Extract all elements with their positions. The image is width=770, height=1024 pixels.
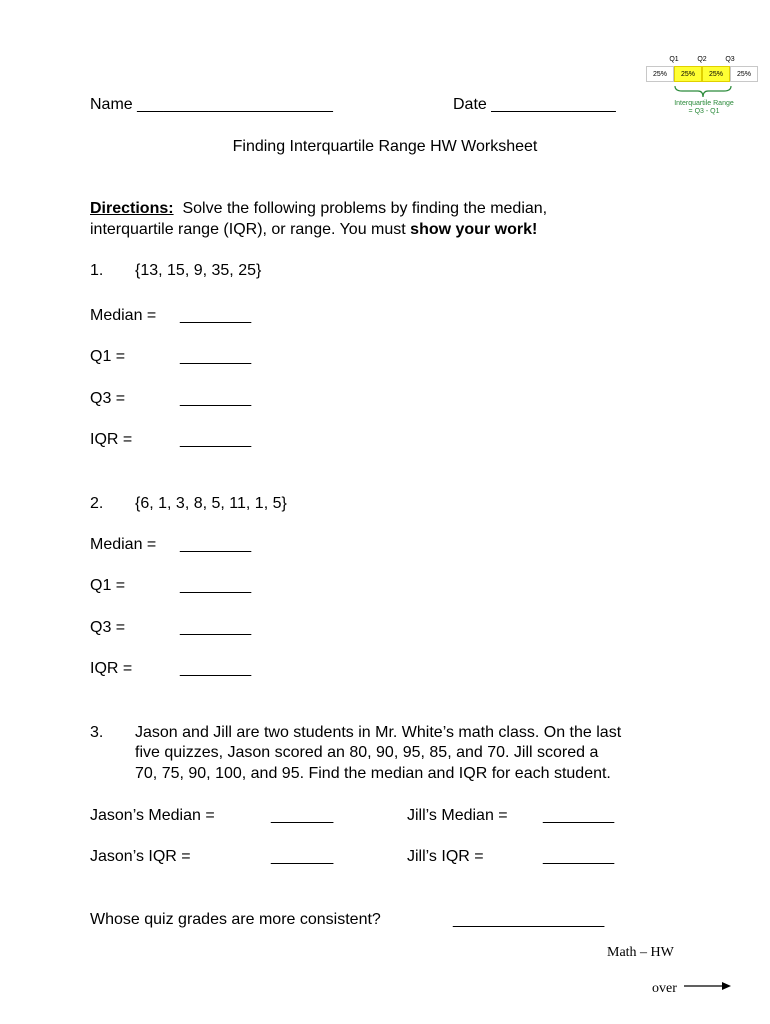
segment-2: 25% — [674, 66, 702, 82]
directions-text-2: interquartile range (IQR), or range. You must — [90, 221, 411, 238]
p2-q1-label: Q1 = — [90, 577, 126, 594]
range-label-text: Interquartile Range — [674, 100, 734, 107]
problem-2-number: 2. — [90, 495, 104, 512]
footer-over: over — [652, 981, 677, 996]
jason-iqr-blank[interactable]: _______ — [271, 848, 334, 865]
range-formula: = Q3 - Q1 — [688, 108, 720, 115]
p2-median-label: Median = — [90, 536, 157, 553]
jill-median-label: Jill’s Median = — [407, 807, 508, 824]
segment-4: 25% — [730, 66, 758, 82]
p1-q3-blank[interactable]: ________ — [180, 390, 252, 407]
problem-3-line-2: five quizzes, Jason scored an 80, 90, 95, 85, and 70. Jill scored a — [135, 744, 599, 761]
jill-median-blank[interactable]: ________ — [543, 807, 615, 824]
p1-iqr-label: IQR = — [90, 431, 133, 448]
p1-q1-blank[interactable]: ________ — [180, 348, 252, 365]
consistency-answer-blank[interactable]: _________________ — [453, 911, 605, 928]
p1-median-label: Median = — [90, 307, 157, 324]
p1-q3-label: Q3 = — [90, 390, 126, 407]
q3-label: Q3 — [725, 56, 735, 63]
q1-label: Q1 — [669, 56, 679, 63]
problem-3-line-1: Jason and Jill are two students in Mr. White’s math class. On the last — [135, 724, 622, 741]
p2-median-blank[interactable]: ________ — [180, 536, 252, 553]
consistency-question: Whose quiz grades are more consistent? — [90, 911, 381, 928]
problem-3-line-3: 70, 75, 90, 100, and 95. Find the median and IQR for each student. — [135, 765, 611, 782]
problem-1-set: {13, 15, 9, 35, 25} — [135, 262, 262, 279]
problem-3-number: 3. — [90, 724, 104, 741]
p1-q1-label: Q1 = — [90, 348, 126, 365]
jason-median-label: Jason’s Median = — [90, 807, 215, 824]
segment-3: 25% — [702, 66, 730, 82]
date-field[interactable]: Date ______________ — [453, 96, 616, 113]
jason-iqr-label: Jason’s IQR = — [90, 848, 191, 865]
segment-1: 25% — [646, 66, 674, 82]
arrow-right-icon — [684, 980, 732, 992]
iqr-diagram — [644, 56, 762, 122]
directions-label: Directions: — [90, 200, 174, 217]
directions-line-1 — [90, 199, 547, 219]
directions-emphasis: show your work! — [410, 221, 538, 238]
directions-text-1: Solve the following problems by finding the median, — [182, 200, 548, 217]
problem-1-number: 1. — [90, 262, 104, 279]
p2-q1-blank[interactable]: ________ — [180, 577, 252, 594]
p1-median-blank[interactable]: ________ — [180, 307, 252, 324]
footer-course: Math – HW — [607, 945, 674, 960]
directions-line-2 — [90, 220, 537, 240]
p2-q3-label: Q3 = — [90, 619, 126, 636]
name-field[interactable]: Name ______________________ — [90, 96, 333, 113]
problem-2-set: {6, 1, 3, 8, 5, 11, 1, 5} — [135, 495, 287, 512]
p2-q3-blank[interactable]: ________ — [180, 619, 252, 636]
q2-label: Q2 — [697, 56, 707, 63]
iqr-range-label — [662, 100, 746, 116]
jason-median-blank[interactable]: _______ — [271, 807, 334, 824]
p2-iqr-label: IQR = — [90, 660, 133, 677]
p1-iqr-blank[interactable]: ________ — [180, 431, 252, 448]
jill-iqr-label: Jill’s IQR = — [407, 848, 484, 865]
brace-icon — [674, 85, 732, 99]
page-title: Finding Interquartile Range HW Worksheet — [232, 138, 538, 155]
jill-iqr-blank[interactable]: ________ — [543, 848, 615, 865]
p2-iqr-blank[interactable]: ________ — [180, 660, 252, 677]
